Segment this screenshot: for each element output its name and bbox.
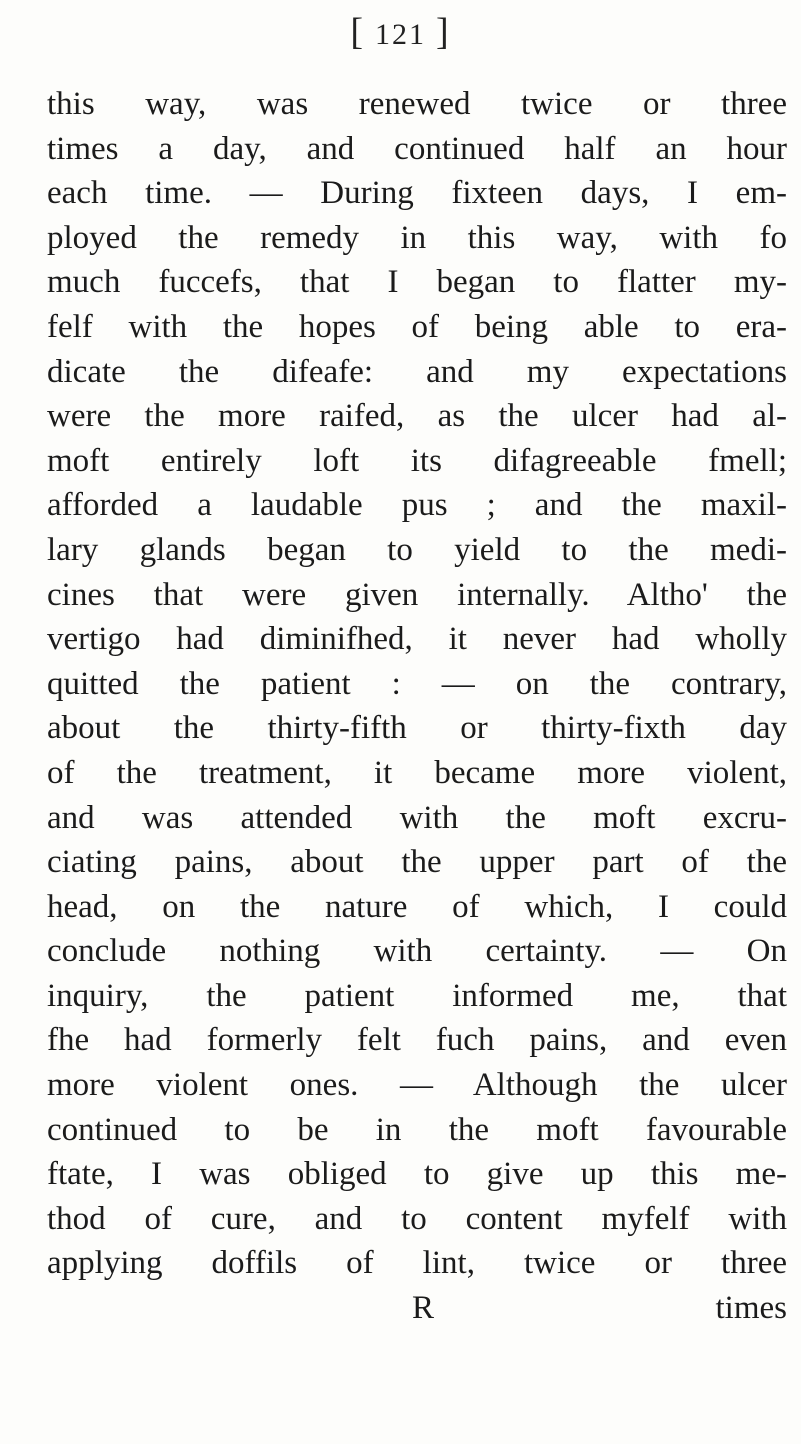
text-line: much fuccefs, that I began to flatter my-: [47, 264, 787, 301]
text-line: afforded a laudable pus ; and the maxil-: [47, 487, 787, 524]
text-line: head, on the nature of which, I could: [47, 888, 787, 925]
text-line: and was attended with the moft excru-: [47, 799, 787, 836]
text-line: about the thirty-fifth or thirty-fixth day: [47, 710, 787, 747]
text-line: times a day, and continued half an hour: [47, 130, 787, 167]
text-line: continued to be in the moft favourable: [47, 1111, 787, 1148]
text-line: dicate the difeafe: and my expectations: [47, 353, 787, 390]
text-line: ciating pains, about the upper part of the: [47, 844, 787, 881]
text-line: moft entirely loft its difagreeable fmell;: [47, 442, 787, 479]
text-line: more violent ones. — Although the ulcer: [47, 1067, 787, 1104]
text-line: each time. — During fixteen days, I em-: [47, 175, 787, 212]
text-line: ployed the remedy in this way, with fo: [47, 219, 787, 256]
page-number: 121: [375, 18, 426, 51]
text-line: quitted the patient : — on the contrary,: [47, 665, 787, 702]
footer-line: [47, 1286, 787, 1331]
bracket-open: [: [350, 11, 365, 53]
text-line: this way, was renewed twice or three: [47, 86, 787, 122]
signature-mark: R: [412, 1290, 435, 1327]
text-line: thod of cure, and to content myfelf with: [47, 1200, 787, 1237]
page-header: [0, 10, 801, 54]
text-line: ftate, I was obliged to give up this me-: [47, 1156, 787, 1193]
text-line: fhe had formerly felt fuch pains, and even: [47, 1022, 787, 1059]
text-line: vertigo had diminifhed, it never had wholly: [47, 621, 787, 658]
text-line: were the more raifed, as the ulcer had al-: [47, 398, 787, 435]
text-line: felf with the hopes of being able to era-: [47, 308, 787, 345]
bracket-close: ]: [436, 11, 451, 53]
text-line: of the treatment, it became more violent,: [47, 754, 787, 791]
text-line: lary glands began to yield to the medi-: [47, 531, 787, 568]
text-line: inquiry, the patient informed me, that: [47, 977, 787, 1014]
text-line: conclude nothing with certainty. — On: [47, 933, 787, 970]
text-line: cines that were given internally. Altho' the: [47, 576, 787, 613]
body-text: [47, 82, 787, 1331]
text-line: applying doffils of lint, twice or three: [47, 1245, 787, 1282]
catchword: times: [715, 1290, 787, 1327]
